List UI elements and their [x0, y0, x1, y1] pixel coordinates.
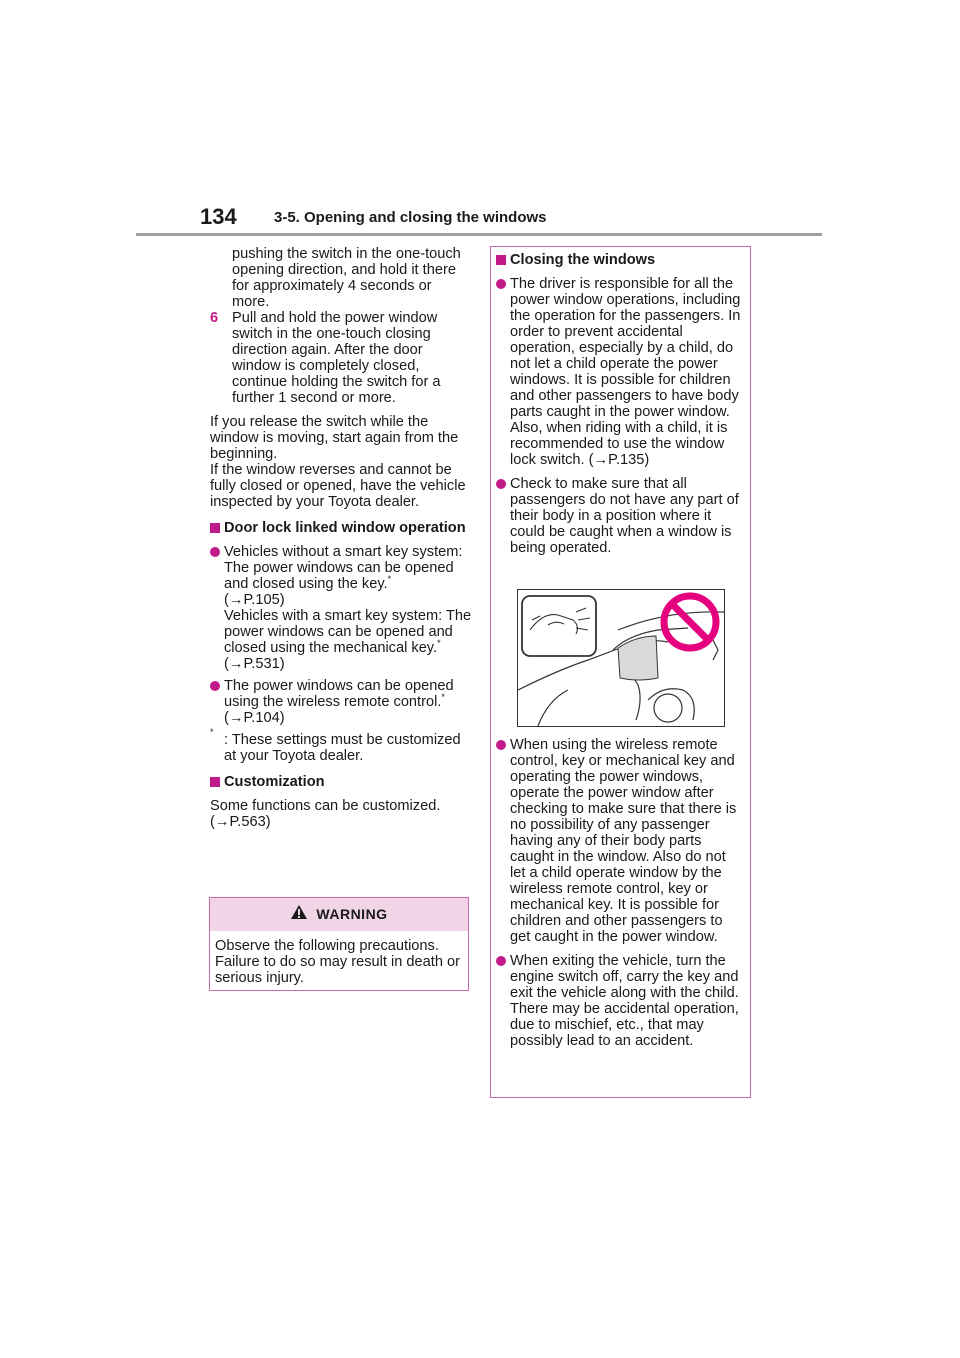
step-6-text: Pull and hold the power window switch in the one-touch closing direction again. After the door window is completely closed, continue holding the switch for a further 1 second or more.	[232, 310, 441, 406]
step-number: 6	[210, 310, 219, 326]
bullet-smart-key: Vehicles without a smart key system: The power windows can be opened and closed using the key.* (→P.105) Vehicles with a smart key system: The power windows can be opened and closed using the mechanical key.* (→P.531)	[210, 544, 472, 672]
customization-text: Some functions can be customized. (→P.563)	[210, 798, 441, 830]
door-lock-heading: Door lock linked window operation	[210, 520, 472, 536]
round-bullet-icon	[496, 956, 506, 966]
footnote-asterisk: *	[437, 638, 441, 648]
closing-windows-heading: Closing the windows	[496, 252, 742, 268]
square-bullet-icon	[496, 255, 506, 265]
page-reference[interactable]: (→P.104)	[224, 710, 285, 726]
warning-text: Observe the following precautions. Failure to do so may result in death or serious injury.	[215, 938, 460, 986]
round-bullet-icon	[496, 740, 506, 750]
round-bullet-icon	[496, 279, 506, 289]
bullet-wireless-remote-caution: When using the wireless remote control, key or mechanical key and operating the power windows, operate the power window after checking to make sure that there is no possibility of any passenger having any of their body parts caught in the window. Also do not let a child operate window by the wireless remote control, key or mechanical key. It is possible for children and other passengers to get caught in the power window.	[496, 737, 742, 945]
window-caution-illustration	[517, 589, 725, 727]
warning-triangle-icon	[290, 899, 308, 932]
square-bullet-icon	[210, 777, 220, 787]
warning-box	[209, 897, 469, 991]
footnote-asterisk: *	[387, 574, 392, 584]
square-bullet-icon	[210, 523, 220, 533]
header-rule	[136, 233, 822, 236]
prohibition-icon	[664, 596, 716, 648]
bullet-check-passengers: Check to make sure that all passengers do not have any part of their body in a position where it could be caught when a window is being operated.	[496, 476, 742, 556]
round-bullet-icon	[496, 479, 506, 489]
paragraph-dealer: If the window reverses and cannot be fully closed or opened, have the vehicle inspected by your Toyota dealer.	[210, 462, 466, 510]
bullet-exiting-vehicle: When exiting the vehicle, turn the engine switch off, carry the key and exit the vehicle along with the child. There may be accidental operation, due to mischief, etc., that may possibly lead to an accident.	[496, 953, 742, 1049]
footnote-asterisk: *	[441, 692, 445, 702]
round-bullet-icon	[210, 681, 220, 691]
page-number: 134	[200, 204, 237, 229]
page-reference[interactable]: (→P.531)	[224, 656, 285, 672]
bullet-driver-responsible: The driver is responsible for all the power window operations, including the operation for the passengers. In order to prevent accidental operation, especially by a child, do not let a child operate the power windows. It is possible for children and other passengers to have body parts caught in the power window. Also, when riding with a child, it is recommended to use the window lock switch. (→P.135)	[496, 276, 742, 468]
customization-heading: Customization	[210, 774, 472, 790]
closing-windows-box	[490, 246, 751, 1098]
page-reference[interactable]: (→P.105)	[224, 592, 285, 608]
bullet-wireless-remote: The power windows can be opened using the wireless remote control.* (→P.104)	[210, 678, 472, 726]
warning-label: WARNING	[316, 906, 388, 922]
left-column	[210, 246, 472, 830]
step-5-continued: pushing the switch in the one-touch opening direction, and hold it there for approximately 4 seconds or more.	[232, 246, 461, 310]
round-bullet-icon	[210, 547, 220, 557]
paragraph-restart: If you release the switch while the window is moving, start again from the beginning.	[210, 414, 459, 462]
step-6	[210, 310, 472, 406]
warning-header	[210, 898, 468, 931]
footnote: * : These settings must be customized at your Toyota dealer.	[210, 727, 461, 764]
section-title: 3-5. Opening and closing the windows	[274, 209, 547, 226]
